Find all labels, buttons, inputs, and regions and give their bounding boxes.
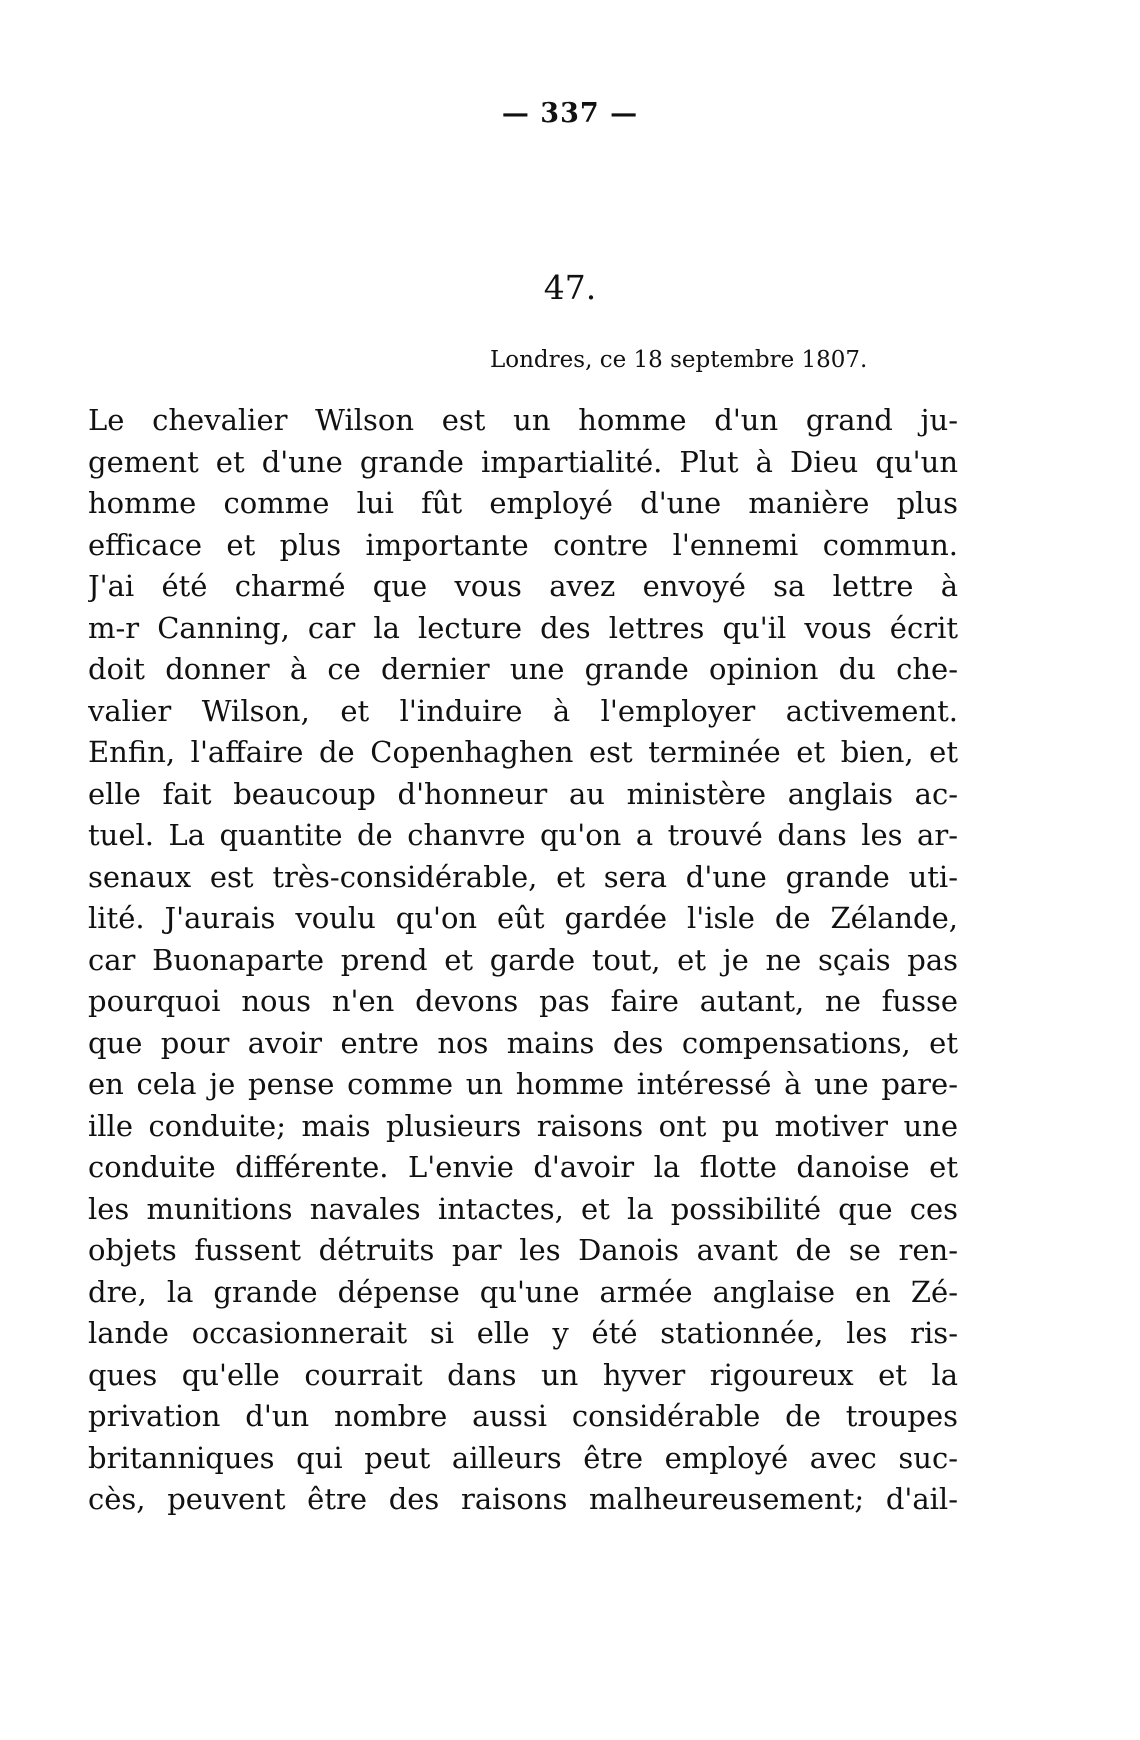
text-line: lande occasionnerait si elle y été stationnée, les ris- bbox=[88, 1316, 958, 1350]
text-line: efficace et plus importante contre l'ennemi commun. bbox=[88, 527, 958, 562]
text-line: les munitions navales intactes, et la possibilité que ces bbox=[88, 1191, 958, 1226]
text-line: gement et d'une grande impartialité. Plut à Dieu qu'un bbox=[88, 444, 958, 479]
text-line: lité. J'aurais voulu qu'on eût gardée l'isle de Zélande, bbox=[88, 901, 958, 935]
letter-number: 47. bbox=[543, 268, 597, 307]
text-line: senaux est très-considérable, et sera d'une grande uti- bbox=[88, 859, 958, 894]
text-line: valier Wilson, et l'induire à l'employer activement. bbox=[88, 693, 958, 728]
text-line: dre, la grande dépense qu'une armée anglaise en Zé- bbox=[88, 1274, 958, 1309]
text-line: Le chevalier Wilson est un homme d'un grand ju- bbox=[88, 403, 958, 437]
letter-body bbox=[88, 400, 958, 1521]
text-line: ques qu'elle courrait dans un hyver rigoureux et la bbox=[88, 1357, 958, 1392]
text-line: privation d'un nombre aussi considérable de troupes bbox=[88, 1399, 958, 1433]
text-line: homme comme lui fût employé d'une manière plus bbox=[88, 486, 958, 520]
dateline: Londres, ce 18 septembre 1807. bbox=[490, 347, 868, 373]
text-line: J'ai été charmé que vous avez envoyé sa lettre à bbox=[88, 569, 958, 603]
text-line: conduite différente. L'envie d'avoir la flotte danoise et bbox=[88, 1150, 958, 1184]
text-line: que pour avoir entre nos mains des compensations, et bbox=[88, 1025, 958, 1060]
text-line: en cela je pense comme un homme intéressé à une pare- bbox=[88, 1067, 958, 1101]
text-line: Enfin, l'affaire de Copenhaghen est terminée et bien, et bbox=[88, 735, 958, 769]
text-line: ille conduite; mais plusieurs raisons ont pu motiver une bbox=[88, 1108, 958, 1143]
text-line: objets fussent détruits par les Danois avant de se ren- bbox=[88, 1233, 958, 1267]
text-line: pourquoi nous n'en devons pas faire autant, ne fusse bbox=[88, 984, 958, 1018]
text-line: doit donner à ce dernier une grande opinion du che- bbox=[88, 652, 958, 686]
text-line: britanniques qui peut ailleurs être employé avec suc- bbox=[88, 1440, 958, 1475]
text-line: m-r Canning, car la lecture des lettres qu'il vous écrit bbox=[88, 610, 958, 645]
text-line: cès, peuvent être des raisons malheureusement; d'ail- bbox=[88, 1482, 958, 1516]
text-line: car Buonaparte prend et garde tout, et je ne sçais pas bbox=[88, 942, 958, 977]
text-line: tuel. La quantite de chanvre qu'on a trouvé dans les ar- bbox=[88, 818, 958, 852]
page-number: — 337 — bbox=[501, 98, 639, 129]
text-line: elle fait beaucoup d'honneur au ministère anglais ac- bbox=[88, 776, 958, 811]
